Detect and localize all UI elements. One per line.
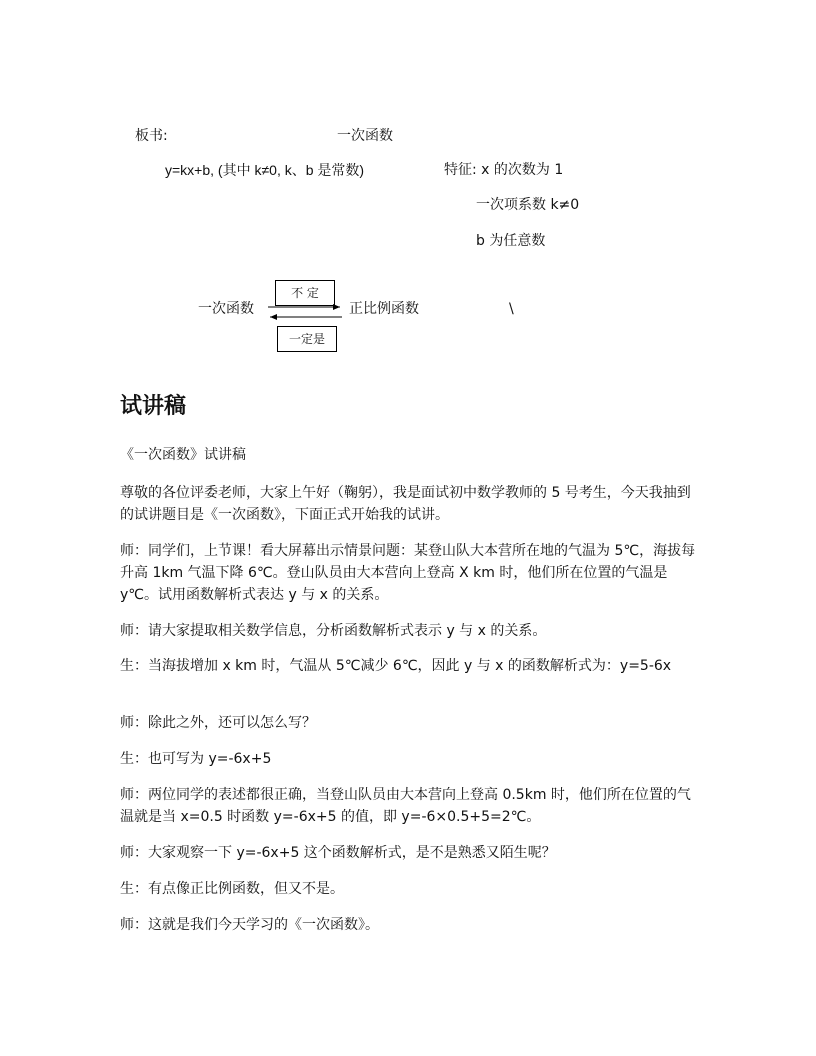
diagram-left-label: 一次函数	[198, 301, 254, 317]
paragraph-student-alternative: 生：也可写为 y=-6x+5	[120, 751, 272, 767]
paragraph-teacher-question: 师：除此之外，还可以怎么写？	[120, 715, 316, 731]
paragraph-teacher-scenario: 师：同学们，上节课！看大屏幕出示情景问题：某登山队大本营所在地的气温为 5℃，海拔每升高 1km 气温下降 6℃。登山队员由大本营向上登高 X km 时，他们所在位置的气温是 y℃。试用函数解析式表达 y 与 x 的关系。	[120, 543, 696, 603]
backward-arrowhead	[270, 314, 277, 320]
diagram-top-box-label: 不 定	[291, 286, 319, 300]
diagram-right-label: 正比例函数	[349, 301, 419, 317]
paragraph-student-observation: 生：有点像正比例函数，但又不是。	[120, 881, 344, 897]
board-title: 一次函数	[337, 128, 393, 144]
paragraph-teacher-evaluation: 师：两位同学的表述都很正确，当登山队员由大本营向上登高 0.5km 时，他们所在位置的气温就是当 x=0.5 时函数 y=-6x+5 的值，即 y=-6×0.5+5=2℃。	[120, 787, 691, 825]
paragraph-teacher-conclusion: 师：这就是我们今天学习的《一次函数》。	[120, 917, 379, 933]
page-heading: 试讲稿	[120, 394, 187, 419]
board-formula: y=kx+b, (其中 k≠0, k、b 是常数)	[165, 162, 365, 178]
paragraph-teacher-prompt: 师：请大家提取相关数学信息，分析函数解析式表示 y 与 x 的关系。	[120, 623, 547, 639]
board-feature-degree: 特征: x 的次数为 1	[444, 162, 564, 178]
paragraph-student-answer: 生：当海拔增加 x km 时，气温从 5℃减少 6℃，因此 y 与 x 的函数解析式为：y=5-6x	[120, 658, 672, 674]
board-feature-coefficient: 一次项系数 k≠0	[476, 197, 580, 213]
paragraph-greeting: 尊敬的各位评委老师，大家上午好（鞠躬），我是面试初中数学教师的 5 号考生，今天我抽到的试讲题目是《一次函数》，下面正式开始我的试讲。	[120, 485, 691, 523]
paragraph-teacher-observe: 师：大家观察一下 y=-6x+5 这个函数解析式，是不是熟悉又陌生呢？	[120, 845, 556, 861]
paragraph-title: 《一次函数》试讲稿	[120, 447, 246, 463]
board-label: 板书:	[135, 128, 168, 144]
board-feature-constant: b 为任意数	[476, 233, 546, 249]
diagram-bottom-box-label: 一定是	[288, 332, 325, 346]
forward-arrowhead	[333, 304, 340, 310]
stray-mark: \	[509, 301, 514, 317]
